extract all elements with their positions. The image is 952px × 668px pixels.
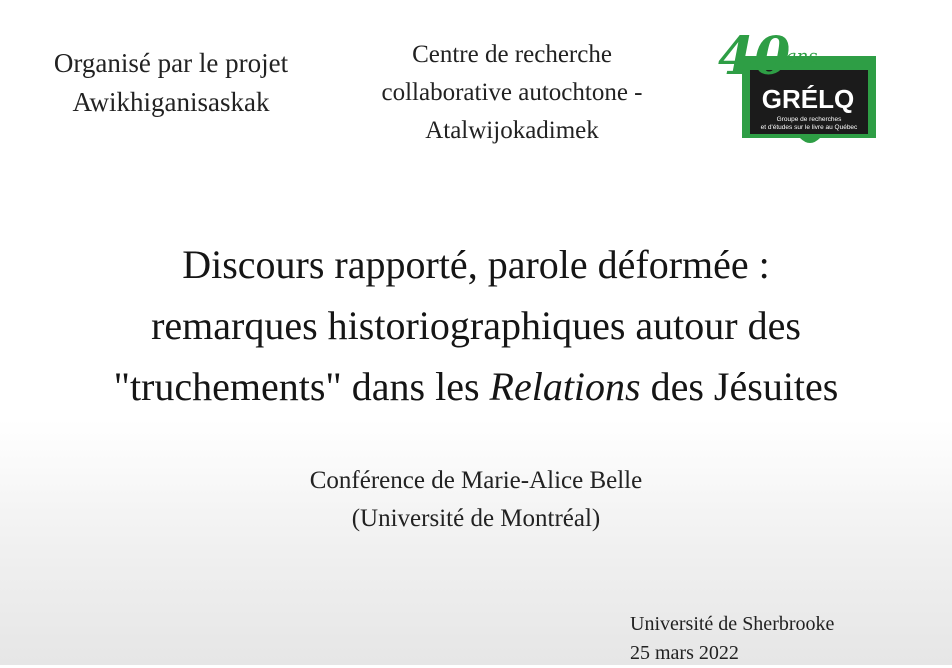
research-centre-line-1: Centre de recherche: [412, 41, 612, 68]
grelq-logo: [716, 20, 886, 160]
organizer-project-name: Awikhiganisaskak: [72, 87, 270, 117]
logo-subtitle-line-1: Groupe de recherches: [776, 116, 842, 123]
talk-title-line-3-end: des Jésuites: [640, 364, 839, 409]
organizer-line-1: Organisé par le projet: [53, 48, 289, 78]
talk-title: [40, 234, 912, 417]
speaker-block: [176, 462, 776, 538]
research-centre-block: [318, 36, 706, 150]
research-centre-line-3: Atalwijokadimek: [425, 117, 599, 144]
logo-name: GRÉLQ: [761, 84, 855, 114]
grelq-logo-graphic: [716, 20, 886, 160]
talk-title-line-2: remarques historiographiques autour des: [151, 303, 801, 348]
speaker-affiliation: (Université de Montréal): [351, 505, 601, 532]
venue-block: [630, 610, 930, 668]
speaker-name: Conférence de Marie-Alice Belle: [309, 467, 643, 494]
anniversary-number: 40: [718, 26, 791, 87]
talk-title-line-3-start: "truchements" dans les: [113, 364, 490, 409]
organizer-block: [22, 44, 320, 122]
venue-name: Université de Sherbrooke: [630, 613, 835, 635]
logo-subtitle-line-2: et d'études sur le livre au Québec: [760, 124, 858, 131]
event-date: 25 mars 2022: [630, 642, 739, 664]
talk-title-italic-relations: Relations: [489, 364, 641, 409]
talk-title-line-1: Discours rapporté, parole déformée :: [182, 242, 770, 287]
talk-title-line-3: [40, 356, 912, 417]
research-centre-line-2: collaborative autochtone -: [381, 79, 643, 106]
anniversary-suffix: ans: [786, 46, 818, 67]
